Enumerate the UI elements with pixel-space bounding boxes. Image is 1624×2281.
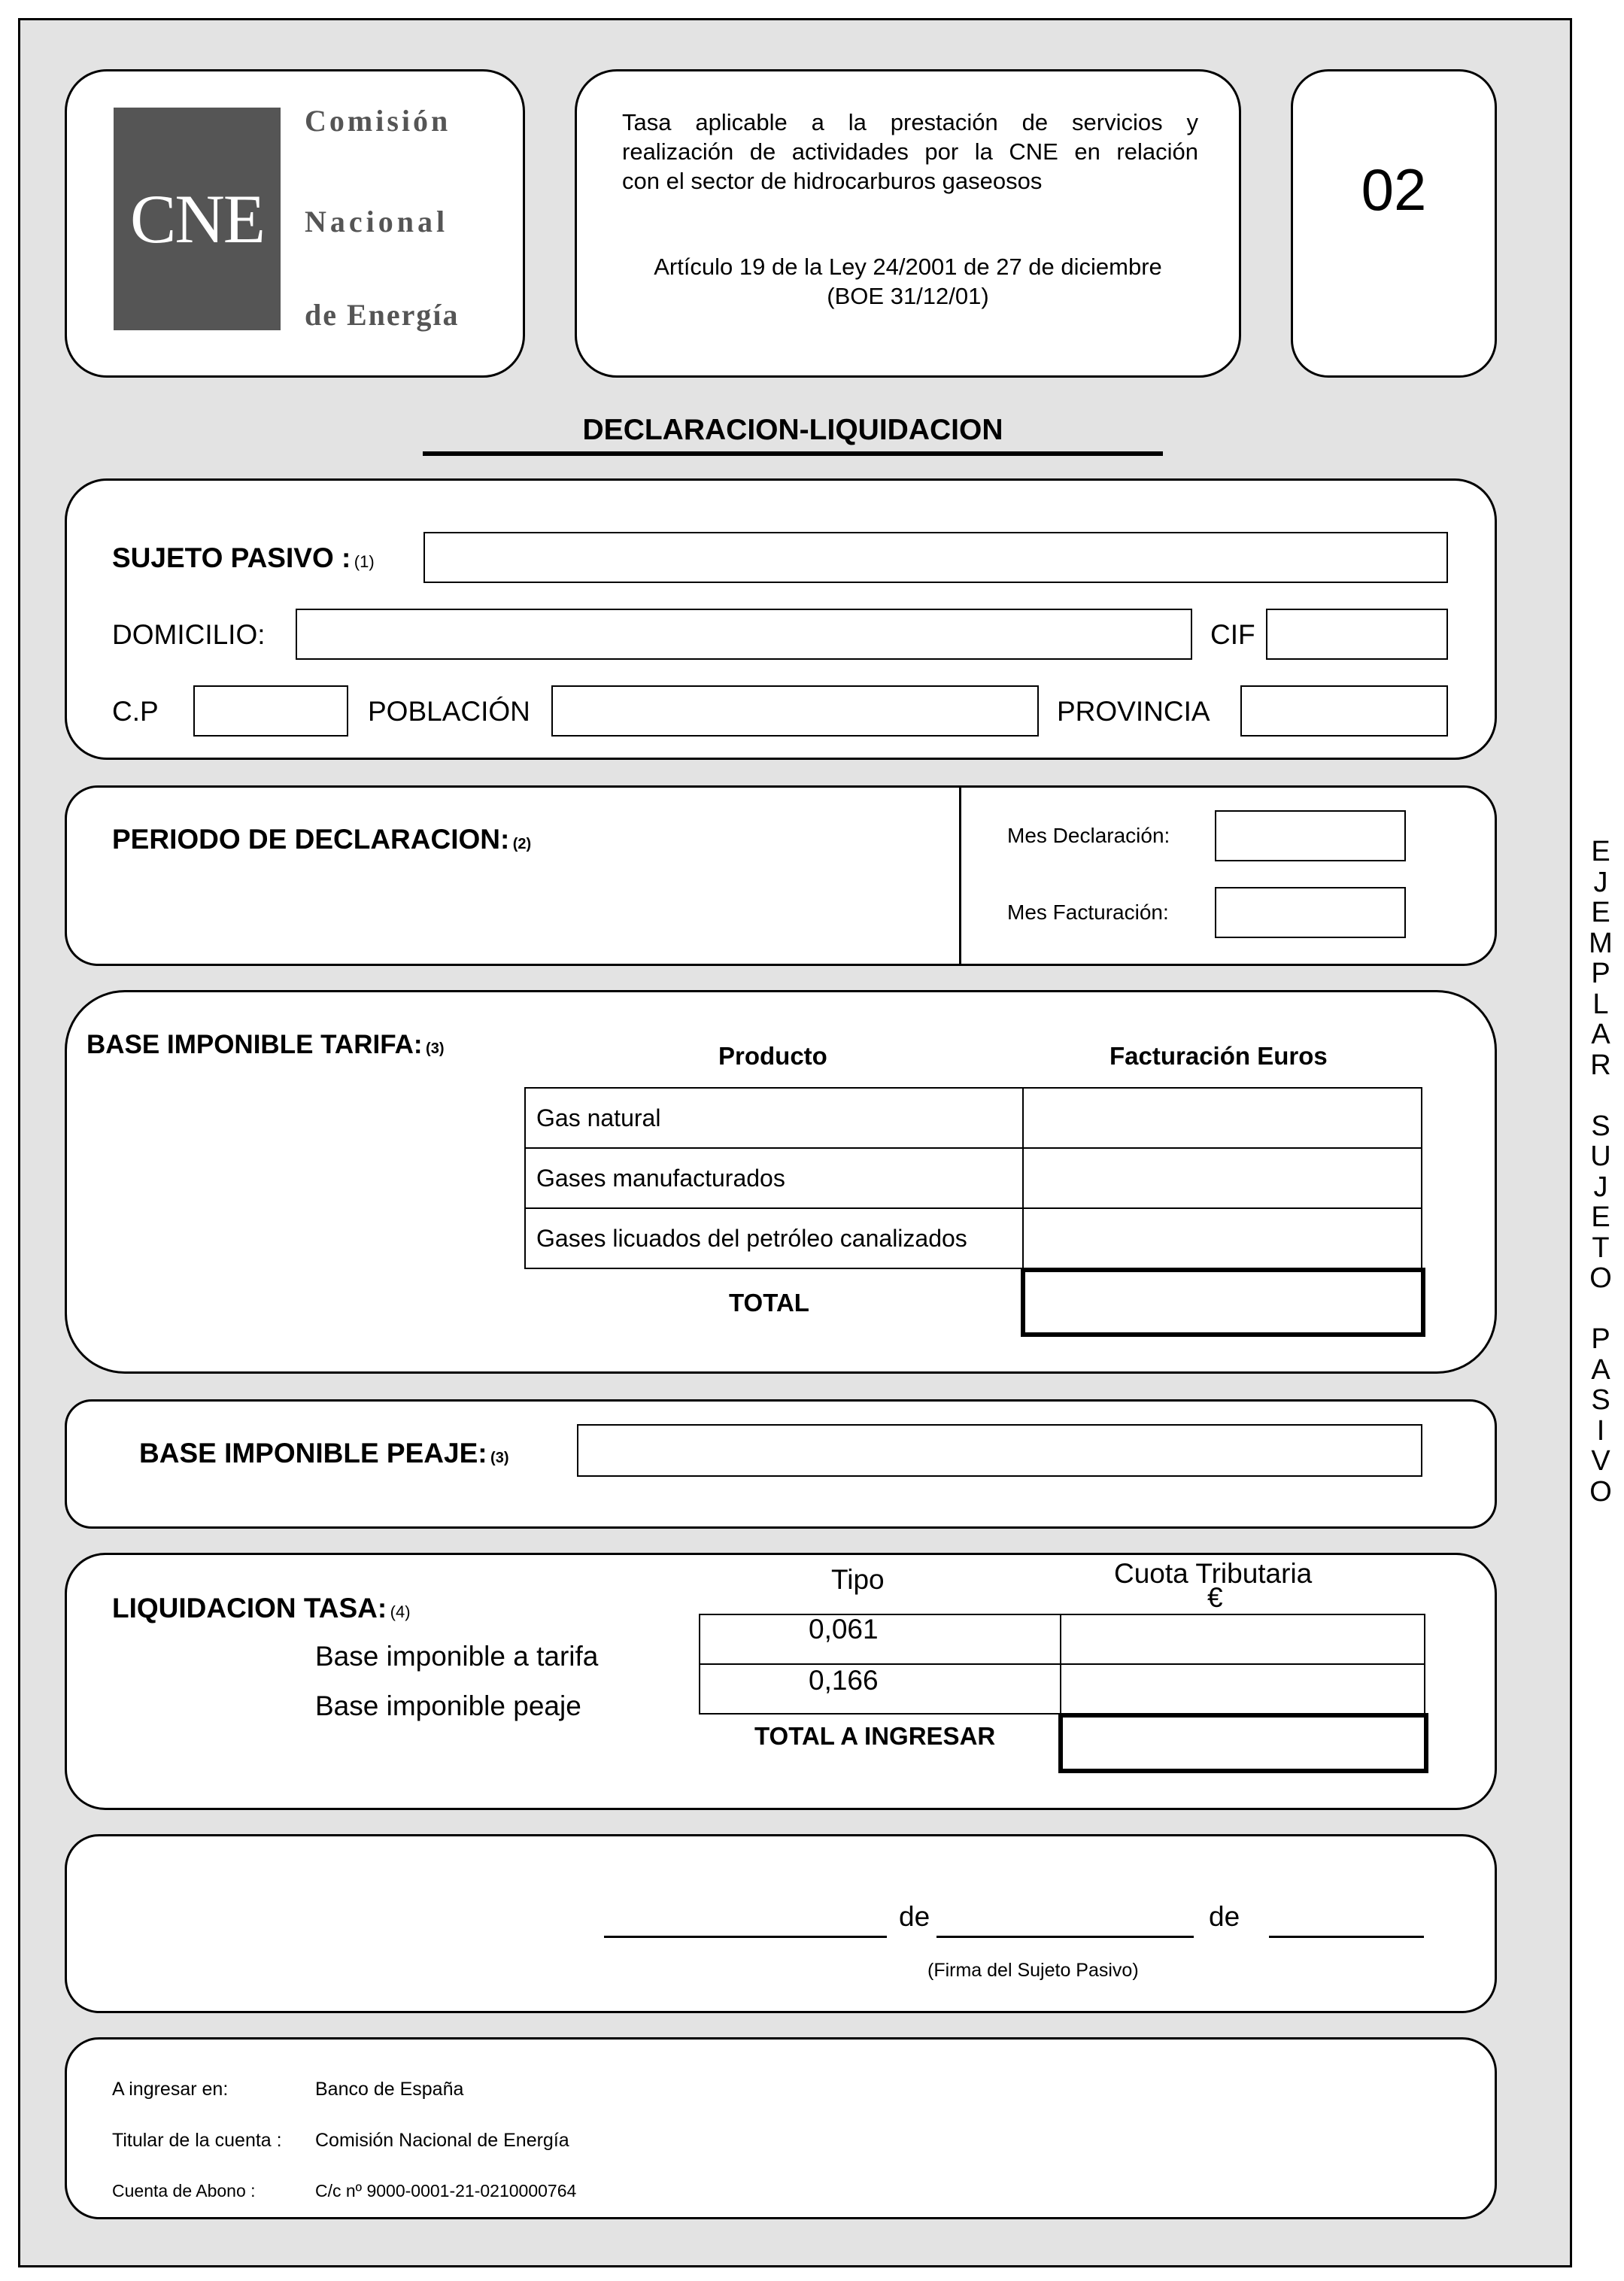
periodo-section [65, 785, 1497, 966]
side-label-letter: I [1596, 1414, 1605, 1447]
side-label-letter [1586, 1294, 1616, 1325]
cuota-tarifa-field[interactable] [1060, 1614, 1425, 1665]
cp-label: C.P [112, 696, 159, 727]
row-base-tarifa-label: Base imponible a tarifa [315, 1641, 599, 1672]
side-label-letter: E [1591, 897, 1610, 928]
provincia-label: PROVINCIA [1057, 696, 1210, 727]
provincia-field[interactable] [1240, 685, 1448, 737]
liquidacion-label: LIQUIDACION TASA: (4) [112, 1593, 411, 1623]
firma-day-line [936, 1936, 1194, 1938]
base-tarifa-section [65, 990, 1497, 1374]
firma-de-2: de [1209, 1901, 1240, 1932]
side-label-letter: R [1590, 1049, 1611, 1081]
tipo-tarifa-value: 0,061 [809, 1614, 879, 1645]
periodo-note: (2) [512, 836, 532, 852]
description-box [575, 69, 1241, 378]
mes-facturacion-label: Mes Facturación: [1007, 901, 1169, 924]
col-cuota-header: Cuota Tributaria [1114, 1558, 1313, 1589]
tarifa-total-label: TOTAL [729, 1289, 809, 1317]
cuenta-value: C/c nº 9000-0001-21-0210000764 [315, 2181, 577, 2201]
side-label-letter: L [1592, 988, 1609, 1020]
law-line-1: Artículo 19 de la Ley 24/2001 de 27 de diciembre [654, 254, 1162, 280]
tipo-peaje-value: 0,166 [809, 1665, 879, 1696]
mes-facturacion-field[interactable] [1215, 887, 1406, 938]
mes-declaracion-field[interactable] [1215, 810, 1406, 861]
side-label-letter: V [1591, 1445, 1610, 1477]
facturacion-gas-natural-field[interactable] [1022, 1087, 1422, 1149]
side-label-letter: A [1591, 1019, 1610, 1050]
facturacion-gases-manufacturados-field[interactable] [1022, 1147, 1422, 1209]
row-base-peaje-label: Base imponible peaje [315, 1690, 581, 1721]
model-number-box [1291, 69, 1497, 378]
poblacion-label: POBLACIÓN [368, 696, 530, 727]
titular-label: Titular de la cuenta : [112, 2130, 282, 2151]
cuota-peaje-field[interactable] [1060, 1663, 1425, 1715]
ejemplar-sujeto-pasivo-side-label [1586, 837, 1616, 1507]
base-peaje-label: BASE IMPONIBLE PEAJE: (3) [139, 1438, 509, 1469]
logo-abbrev: CNE [130, 181, 264, 257]
tarifa-total-field[interactable] [1021, 1268, 1425, 1337]
tipo-peaje-cell [699, 1663, 1061, 1715]
tipo-tarifa-cell [699, 1614, 1061, 1665]
description-line-2: realización de actividades por la CNE en relación [622, 138, 1198, 165]
firma-caption: (Firma del Sujeto Pasivo) [927, 1960, 1139, 1981]
base-tarifa-label: BASE IMPONIBLE TARIFA: (3) [87, 1030, 445, 1059]
side-label-letter: O [1589, 1262, 1612, 1294]
side-label-letter: A [1591, 1353, 1610, 1386]
base-peaje-note: (3) [490, 1450, 509, 1466]
domicilio-field[interactable] [296, 609, 1192, 660]
cp-field[interactable] [193, 685, 348, 737]
side-label-letter: P [1591, 1323, 1610, 1355]
side-label-letter: M [1589, 927, 1613, 959]
side-label-letter: E [1591, 1201, 1610, 1233]
side-label-letter: T [1592, 1232, 1610, 1264]
logo-box [65, 69, 525, 378]
side-label-letter [1586, 1080, 1616, 1111]
side-label-letter: S [1591, 1384, 1610, 1416]
model-number: 02 [1361, 156, 1427, 223]
liquidacion-section [65, 1553, 1497, 1810]
firma-place-line [604, 1936, 887, 1938]
titular-value: Comisión Nacional de Energía [315, 2130, 569, 2151]
cuenta-label: Cuenta de Abono : [112, 2181, 256, 2201]
side-label-letter: J [1593, 866, 1608, 898]
ingreso-section [65, 2037, 1497, 2219]
side-label-letter: S [1591, 1110, 1610, 1142]
side-label-letter: O [1589, 1475, 1612, 1508]
total-ingresar-label: TOTAL A INGRESAR [754, 1722, 996, 1750]
description-line-1: Tasa aplicable a la prestación de servicios y [622, 109, 1198, 135]
law-line-2: (BOE 31/12/01) [827, 283, 989, 309]
producto-gas-natural: Gas natural [524, 1087, 1024, 1149]
side-label-letter: E [1591, 836, 1610, 867]
sujeto-pasivo-field[interactable] [423, 532, 1448, 583]
firma-year-line [1269, 1936, 1424, 1938]
firma-section [65, 1834, 1497, 2013]
facturacion-glp-canalizados-field[interactable] [1022, 1207, 1422, 1269]
periodo-label: PERIODO DE DECLARACION: (2) [112, 824, 532, 855]
mes-declaracion-label: Mes Declaración: [1007, 824, 1170, 847]
domicilio-label: DOMICILIO: [112, 619, 266, 650]
col-tipo-header: Tipo [831, 1564, 885, 1595]
logo-line-1: Comisión [305, 104, 451, 138]
cif-field[interactable] [1266, 609, 1448, 660]
producto-glp-canalizados: Gases licuados del petróleo canalizados [524, 1207, 1024, 1269]
base-tarifa-note: (3) [426, 1040, 445, 1057]
producto-gases-manufacturados: Gases manufacturados [524, 1147, 1024, 1209]
side-label-letter: P [1591, 958, 1610, 989]
a-ingresar-value: Banco de España [315, 2079, 464, 2100]
liquidacion-note: (4) [390, 1602, 411, 1621]
logo-line-3: de Energía [305, 298, 460, 332]
poblacion-field[interactable] [551, 685, 1039, 737]
col-cuota-unit: € [1207, 1582, 1223, 1613]
side-label-letter: J [1593, 1171, 1608, 1203]
side-label-letter: U [1590, 1140, 1611, 1172]
total-ingresar-field[interactable] [1058, 1713, 1428, 1773]
base-peaje-section [65, 1399, 1497, 1529]
col-producto-header: Producto [718, 1042, 827, 1070]
law-reference [577, 252, 1239, 311]
sujeto-pasivo-note: (1) [354, 552, 375, 571]
logo-line-2: Nacional [305, 205, 449, 238]
sujeto-pasivo-section [65, 478, 1497, 760]
description-text [622, 108, 1198, 196]
sujeto-pasivo-label: SUJETO PASIVO : (1) [112, 542, 375, 573]
form-title: DECLARACION-LIQUIDACION [582, 414, 1003, 446]
form-title-underline [423, 451, 1163, 456]
a-ingresar-label: A ingresar en: [112, 2079, 229, 2100]
cif-label: CIF [1210, 619, 1255, 650]
col-facturacion-header: Facturación Euros [1109, 1042, 1328, 1070]
description-line-3: con el sector de hidrocarburos gaseosos [622, 168, 1043, 194]
cne-logo-mark [114, 108, 281, 330]
firma-de-1: de [899, 1901, 930, 1932]
base-peaje-field[interactable] [577, 1424, 1422, 1477]
periodo-divider [959, 788, 961, 964]
